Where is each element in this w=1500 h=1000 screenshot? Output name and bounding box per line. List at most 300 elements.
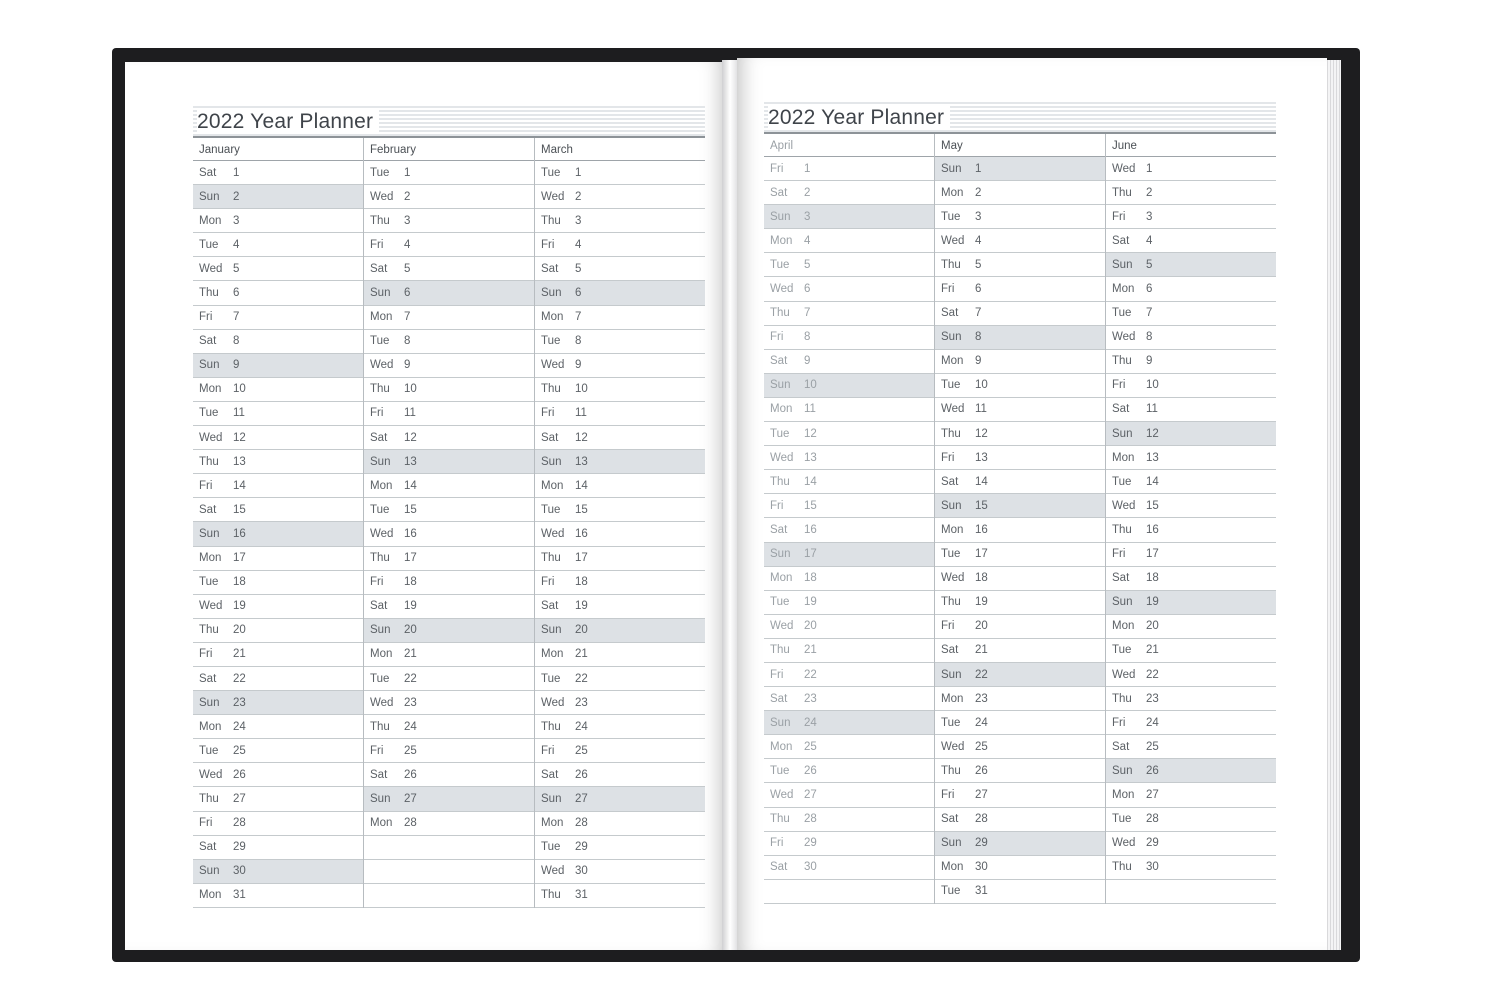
day-number: 8 [804,331,811,344]
weekday: Thu [770,813,790,826]
weekday: Thu [941,258,961,271]
day-number: 16 [1146,523,1159,536]
weekday: Sun [370,792,391,805]
day-number: 16 [804,523,817,536]
day-number: 12 [233,431,246,444]
day-number: 3 [575,214,582,227]
weekday: Wed [941,572,965,585]
weekday: Wed [541,865,565,878]
months-grid [764,134,1276,904]
day-number: 25 [404,744,417,757]
day-number: 16 [975,523,988,536]
day-number: 13 [233,455,246,468]
day-row [193,787,363,811]
weekday: Tue [541,166,561,179]
day-row [764,470,934,494]
day-number: 5 [975,258,982,271]
weekday: Wed [199,600,223,613]
day-row [535,812,705,836]
weekday: Mon [541,311,564,324]
day-number: 1 [404,166,411,179]
day-row [1106,326,1276,350]
weekday: Mon [941,523,964,536]
weekday: Sat [770,861,788,874]
weekday: Wed [541,190,565,203]
day-row [364,763,534,787]
weekday: Fri [770,499,784,512]
day-row [1106,663,1276,687]
day-number: 14 [404,479,417,492]
day-number: 30 [804,861,817,874]
day-row [364,691,534,715]
day-number: 12 [1146,427,1159,440]
day-number: 12 [975,427,988,440]
weekday: Sat [941,813,959,826]
day-number: 28 [1146,813,1159,826]
weekday: Wed [1112,162,1136,175]
day-row [764,615,934,639]
day-row [764,639,934,663]
month-column-february [363,138,534,908]
day-row [535,619,705,643]
weekday: Sun [370,624,391,637]
day-number: 2 [404,190,411,203]
day-number: 17 [975,548,988,561]
day-row [535,667,705,691]
day-number: 23 [233,696,246,709]
title-bar [764,102,1276,134]
day-row [193,498,363,522]
weekday: Tue [1112,307,1132,320]
weekday: Thu [370,552,390,565]
day-number: 4 [404,238,411,251]
day-number: 19 [804,596,817,609]
day-row [935,880,1105,904]
day-number: 23 [1146,692,1159,705]
day-row [535,715,705,739]
day-number: 1 [1146,162,1153,175]
day-number: 14 [975,475,988,488]
day-row [764,350,934,374]
day-row [193,836,363,860]
weekday: Mon [941,861,964,874]
day-number: 30 [1146,861,1159,874]
weekday: Sun [941,331,962,344]
day-number: 2 [975,186,982,199]
page-title: 2022 Year Planner [197,110,379,134]
day-row [935,687,1105,711]
page-edges [1327,60,1341,950]
weekday: Fri [199,311,213,324]
day-row [935,567,1105,591]
day-number: 3 [233,214,240,227]
weekday: Sat [370,262,388,275]
day-row [193,715,363,739]
weekday: Sat [1112,403,1130,416]
day-number: 4 [575,238,582,251]
weekday: Mon [1112,620,1135,633]
day-number: 5 [1146,258,1153,271]
day-row [193,354,363,378]
day-number: 29 [975,837,988,850]
day-row [935,374,1105,398]
day-row [364,426,534,450]
weekday: Thu [1112,861,1132,874]
weekday: Thu [541,383,561,396]
day-row [193,884,363,908]
day-row [764,591,934,615]
weekday: Tue [541,841,561,854]
weekday: Mon [199,383,222,396]
day-row [193,402,363,426]
weekday: Tue [199,744,219,757]
day-number: 17 [404,552,417,565]
day-number: 11 [804,403,816,416]
weekday: Tue [1112,644,1132,657]
day-number: 27 [404,792,417,805]
day-row [535,306,705,330]
day-row [935,470,1105,494]
day-row [364,354,534,378]
day-row [364,402,534,426]
day-row [764,663,934,687]
day-number: 6 [404,287,411,300]
day-row [535,209,705,233]
day-number: 19 [1146,596,1159,609]
weekday: Tue [370,503,390,516]
day-number: 8 [1146,331,1153,344]
day-number: 23 [575,696,588,709]
weekday: Sun [199,359,220,372]
day-row [535,739,705,763]
day-number: 25 [1146,740,1159,753]
weekday: Fri [1112,379,1126,392]
day-row [764,783,934,807]
day-number: 24 [404,720,417,733]
weekday: Fri [1112,210,1126,223]
day-row [1106,181,1276,205]
day-number: 1 [975,162,982,175]
weekday: Sat [199,503,217,516]
day-row [764,205,934,229]
day-row [193,619,363,643]
day-row [935,326,1105,350]
day-number: 22 [804,668,817,681]
weekday: Fri [770,837,784,850]
day-row [193,547,363,571]
day-row [764,567,934,591]
day-number: 20 [404,624,417,637]
weekday: Wed [370,527,394,540]
day-row [935,277,1105,301]
weekday: Thu [541,214,561,227]
weekday: Wed [941,403,965,416]
day-number: 11 [233,407,245,420]
day-number: 4 [233,238,240,251]
day-row [193,474,363,498]
title-bar [193,106,705,138]
day-number: 26 [804,764,817,777]
weekday: Tue [1112,475,1132,488]
weekday: Fri [370,407,384,420]
day-number: 17 [575,552,588,565]
day-row [1106,229,1276,253]
day-row [364,161,534,185]
day-number: 28 [233,817,246,830]
day-number: 20 [1146,620,1159,633]
day-number: 5 [233,262,240,275]
weekday: Sun [541,624,562,637]
day-number: 11 [975,403,987,416]
weekday: Mon [941,692,964,705]
weekday: Thu [541,720,561,733]
day-number: 29 [804,837,817,850]
day-row [535,257,705,281]
weekday: Thu [541,552,561,565]
day-number: 18 [1146,572,1159,585]
year-planner-apr-jun [764,102,1276,904]
day-row [935,205,1105,229]
day-row [364,571,534,595]
day-number: 11 [404,407,416,420]
right-page [737,58,1327,950]
day-row [535,185,705,209]
day-number: 3 [975,210,982,223]
day-number: 15 [404,503,417,516]
weekday: Sat [541,768,559,781]
day-row [1106,398,1276,422]
weekday: Sat [770,186,788,199]
weekday: Wed [199,431,223,444]
day-row [193,426,363,450]
day-row [535,595,705,619]
empty-row [764,880,934,904]
day-row [364,498,534,522]
weekday: Wed [941,234,965,247]
weekday: Sun [541,792,562,805]
day-row [1106,470,1276,494]
day-row [535,281,705,305]
weekday: Thu [199,792,219,805]
day-number: 1 [575,166,582,179]
day-number: 1 [233,166,240,179]
day-number: 22 [975,668,988,681]
day-row [764,398,934,422]
day-row [193,450,363,474]
day-number: 5 [575,262,582,275]
day-row [935,832,1105,856]
day-number: 25 [575,744,588,757]
day-number: 24 [233,720,246,733]
day-row [535,474,705,498]
day-number: 21 [233,648,246,661]
day-row [1106,253,1276,277]
month-column-january [193,138,363,908]
day-number: 20 [975,620,988,633]
day-row [193,667,363,691]
day-number: 10 [575,383,588,396]
day-row [193,330,363,354]
day-row [935,253,1105,277]
weekday: Fri [370,576,384,589]
weekday: Mon [370,648,393,661]
weekday: Thu [1112,523,1132,536]
weekday: Wed [541,696,565,709]
weekday: Fri [941,451,955,464]
weekday: Thu [1112,186,1132,199]
day-number: 25 [804,740,817,753]
weekday: Mon [770,572,793,585]
day-number: 29 [1146,837,1159,850]
weekday: Wed [941,740,965,753]
day-number: 6 [975,283,982,296]
day-number: 28 [404,817,417,830]
weekday: Thu [370,383,390,396]
weekday: Thu [941,596,961,609]
day-row [364,739,534,763]
day-row [193,860,363,884]
day-row [364,643,534,667]
day-number: 17 [804,548,817,561]
day-number: 10 [975,379,988,392]
day-row [364,306,534,330]
weekday: Mon [941,355,964,368]
weekday: Mon [370,817,393,830]
day-number: 3 [804,210,811,223]
day-number: 26 [1146,764,1159,777]
day-row [193,257,363,281]
day-row [935,783,1105,807]
day-row [764,687,934,711]
day-row [1106,856,1276,880]
weekday: Wed [770,283,794,296]
day-row [764,326,934,350]
day-number: 9 [404,359,411,372]
weekday: Sat [770,692,788,705]
weekday: Tue [370,166,390,179]
weekday: Mon [541,479,564,492]
weekday: Tue [199,407,219,420]
weekday: Mon [370,311,393,324]
weekday: Fri [941,283,955,296]
weekday: Sun [370,455,391,468]
day-number: 28 [975,813,988,826]
day-row [364,378,534,402]
day-number: 4 [975,234,982,247]
day-row [535,498,705,522]
day-number: 29 [233,841,246,854]
weekday: Sat [770,523,788,536]
day-number: 22 [404,672,417,685]
day-number: 26 [975,764,988,777]
weekday: Sat [370,600,388,613]
weekday: Sun [941,668,962,681]
weekday: Sat [941,475,959,488]
day-number: 6 [1146,283,1153,296]
weekday: Sun [199,696,220,709]
weekday: Thu [199,287,219,300]
day-number: 24 [1146,716,1159,729]
weekday: Sun [941,162,962,175]
weekday: Fri [199,479,213,492]
weekday: Fri [199,648,213,661]
weekday: Sun [1112,596,1133,609]
day-row [535,571,705,595]
weekday: Tue [941,716,961,729]
day-row [193,185,363,209]
weekday: Tue [1112,813,1132,826]
day-number: 10 [1146,379,1159,392]
weekday: Sat [541,600,559,613]
day-number: 1 [804,162,811,175]
day-row [193,595,363,619]
month-column-june [1105,134,1276,904]
day-number: 28 [804,813,817,826]
weekday: Thu [770,307,790,320]
day-number: 20 [804,620,817,633]
weekday: Fri [370,744,384,757]
weekday: Fri [770,331,784,344]
weekday: Sun [941,499,962,512]
day-row [364,595,534,619]
day-row [935,591,1105,615]
day-row [364,474,534,498]
day-number: 15 [233,503,246,516]
page-title: 2022 Year Planner [768,106,950,130]
day-number: 9 [1146,355,1153,368]
day-number: 14 [804,475,817,488]
weekday: Fri [541,576,555,589]
day-number: 18 [233,576,246,589]
day-row [1106,832,1276,856]
weekday: Wed [370,696,394,709]
day-row [535,787,705,811]
day-number: 23 [804,692,817,705]
day-number: 19 [404,600,417,613]
day-row [935,856,1105,880]
year-planner-jan-mar [193,106,705,908]
day-row [1106,446,1276,470]
day-number: 7 [233,311,240,324]
weekday: Tue [370,672,390,685]
weekday: Fri [541,744,555,757]
day-number: 19 [233,600,246,613]
day-row [764,422,934,446]
day-number: 24 [975,716,988,729]
day-number: 15 [804,499,817,512]
day-number: 27 [975,788,988,801]
day-number: 14 [1146,475,1159,488]
day-number: 9 [804,355,811,368]
weekday: Sat [541,431,559,444]
day-number: 12 [804,427,817,440]
weekday: Sat [770,355,788,368]
day-row [364,330,534,354]
day-number: 5 [804,258,811,271]
day-row [935,398,1105,422]
weekday: Sun [1112,258,1133,271]
weekday: Sat [1112,234,1130,247]
day-row [364,547,534,571]
day-number: 11 [1146,403,1158,416]
day-number: 8 [233,335,240,348]
weekday: Fri [941,788,955,801]
day-row [935,735,1105,759]
day-number: 19 [575,600,588,613]
day-number: 20 [575,624,588,637]
weekday: Sat [541,262,559,275]
day-row [364,667,534,691]
